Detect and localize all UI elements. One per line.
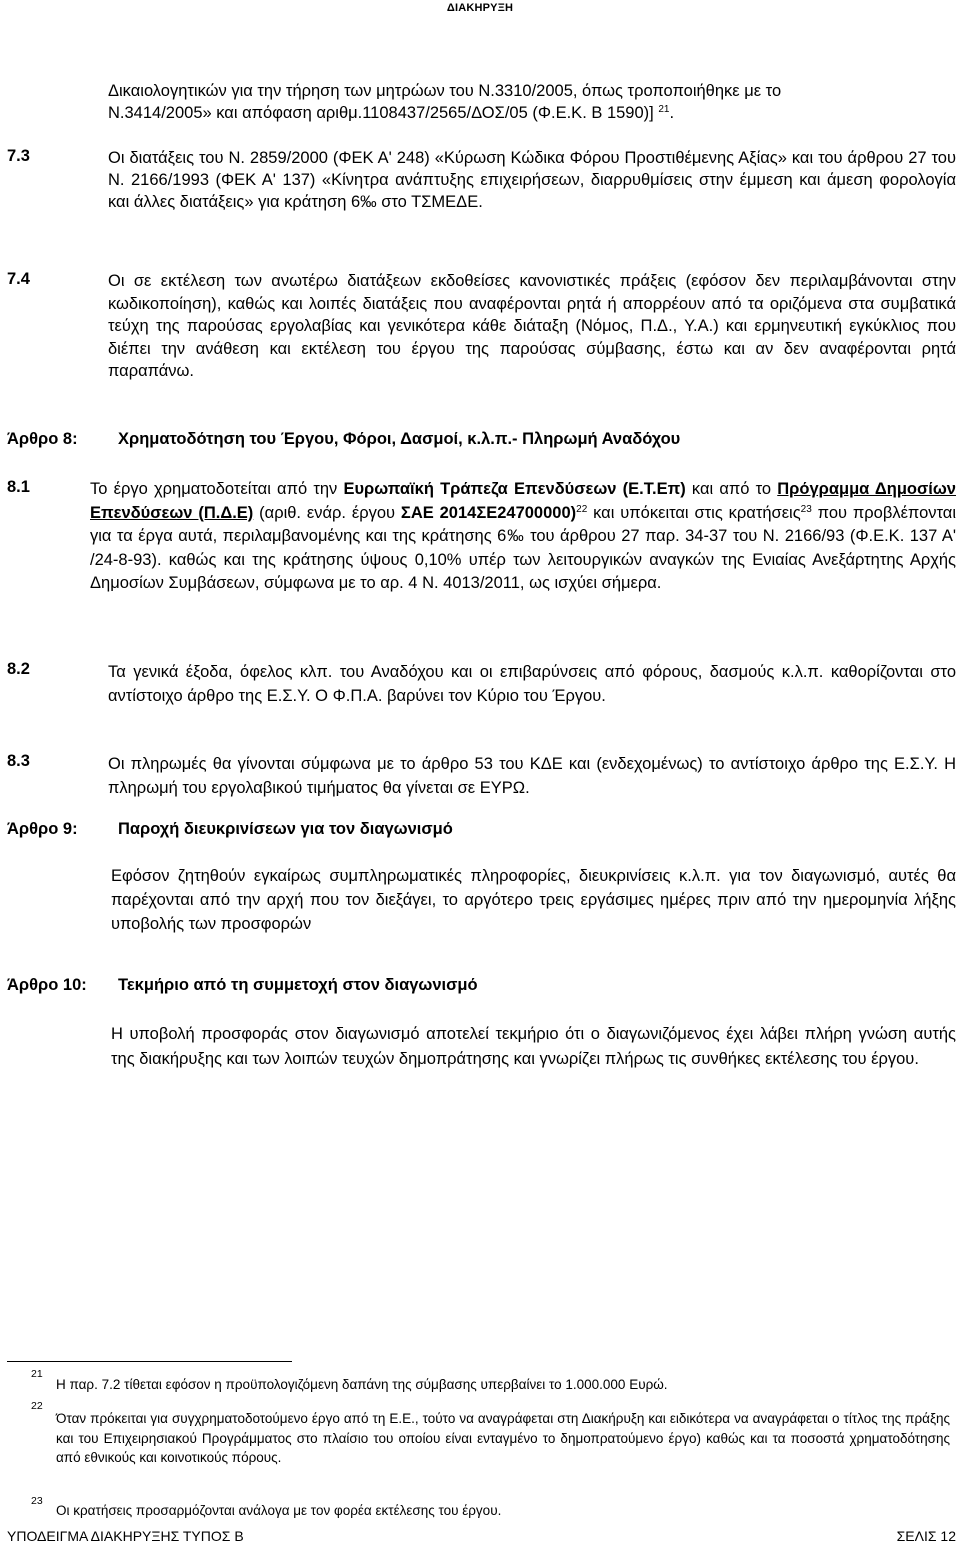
intro-line-1: Δικαιολογητικών για την τήρηση των μητρώων του Ν.3310/2005, όπως τροποποιήθηκε με το [108, 82, 782, 100]
article-8-title: Χρηματοδότηση του Έργου, Φόροι, Δασμοί, κ.λ.π.- Πληρωμή Αναδόχου [118, 430, 681, 448]
section-8-3-text: Οι πληρωμές θα γίνονται σύμφωνα με το άρθρο 53 του ΚΔΕ και (ενδεχομένως) το αντίστοιχο άρθρο της Ε.Σ.Υ. Η πληρωμή του εργολαβικού τιμήματος θα γίνεται σε ΕΥΡΩ. [108, 755, 956, 797]
footnote-21-text: Η παρ. 7.2 τίθεται εφόσον η προϋπολογιζόμενη δαπάνη της σύμβασης υπερβαίνει το 1.000.000 Ευρώ. [56, 1377, 668, 1392]
article-10-label: Άρθρο 10: [7, 976, 87, 994]
section-8-2-text: Τα γενικά έξοδα, όφελος κλπ. του Αναδόχου και οι επιβαρύνσεις από φόρους, δασμούς κ.λ.π. καθορίζονται στο αντίστοιχο άρθρο της Ε.Σ.Υ. Ο Φ.Π.Α. βαρύνει τον Κύριο του Έργου. [108, 663, 956, 705]
footer-document-type: ΥΠΟΔΕΙΓΜΑ ΔΙΑΚΗΡΥΞΗΣ ΤΥΠΟΣ Β [7, 1528, 244, 1544]
footnote-23-text: Οι κρατήσεις προσαρμόζονται ανάλογα με τον φορέα εκτέλεσης του έργου. [56, 1503, 502, 1518]
intro-line-2-end: . [669, 104, 675, 122]
sae-code: ΣΑΕ 2014ΣΕ24700000) [400, 503, 577, 522]
s81-text-4: και υπόκειται στις κρατήσεις [587, 503, 801, 522]
s81-text-5: που προβλέπονται για τα έργα αυτά, περιλαμβανομένης και της κράτησης 6‰ του άρθρου 27 παρ. 34-37 του Ν. 2166/93 (Φ.Ε.Κ. 137 Α' /24-8-93). καθώς και της κράτησης ύψους 0,10% υπέρ των λειτουργικών αναγκών της Ενιαίας Ανεξάρτητης Αρχής Δημοσίων Συμβάσεων, σύμφωνα με το αρ. 4 Ν. 4013/2011, ως ισχύει σήμερα. [90, 503, 956, 593]
pde-program: Πρόγραμμα Δημοσίων Επενδύσεων (Π.Δ.Ε) [90, 480, 956, 522]
footnote-ref-21[interactable]: 21 [658, 104, 670, 115]
s81-text-2: και από το [685, 480, 778, 498]
article-9-title: Παροχή διευκρινίσεων για τον διαγωνισμό [118, 820, 453, 838]
footnote-separator [7, 1361, 292, 1362]
footnote-21-number: 21 [31, 1368, 43, 1380]
footer-page-number: ΣΕΛΙΣ 12 [896, 1528, 956, 1544]
intro-line-2: Ν.3414/2005» και απόφαση αριθμ.1108437/2565/ΔΟΣ/05 (Φ.Ε.Κ. Β 1590)] [108, 104, 654, 122]
article-10-title: Τεκμήριο από τη συμμετοχή στον διαγωνισμό [118, 976, 478, 994]
section-8-1-text [90, 478, 956, 596]
eib-funding: Ευρωπαϊκή Τράπεζα Επενδύσεων (Ε.Τ.Επ) [343, 480, 686, 498]
footnote-ref-23[interactable]: 23 [800, 503, 812, 515]
section-7-4-number: 7.4 [7, 270, 30, 288]
section-8-2-number: 8.2 [7, 660, 30, 678]
page-header: ΔΙΑΚΗΡΥΞΗ [446, 2, 514, 14]
footnote-ref-22[interactable]: 22 [576, 503, 588, 515]
s81-text-3: (αριθ. ενάρ. έργου [253, 503, 401, 522]
article-10-text: Η υποβολή προσφοράς στον διαγωνισμό αποτελεί τεκμήριο ότι ο διαγωνιζόμενος έχει λάβει πλήρη γνώση αυτής της διακήρυξης και των λοιπών τευχών δημοπράτησης και γνωρίζει πλήρως τις συνθήκες εκτέλεσης του έργου. [111, 1025, 956, 1068]
article-8-label: Άρθρο 8: [7, 430, 78, 448]
section-7-4-text: Οι σε εκτέλεση των ανωτέρω διατάξεων εκδοθείσες κανονιστικές πράξεις (εφόσον δεν περιλαμβάνονται στην κωδικοποίηση), καθώς και λοιπές διατάξεις που αναφέρονται ρητά ή απορρέουν από τα οριζόμενα στα συμβατικά τεύχη της παρούσας εργολαβίας και γενικότερα κάθε διάταξη (Νόμος, Π.Δ., Υ.Α.) και ερμηνευτική εγκύκλιος που διέπει την ανάθεση και εκτέλεση του έργου της παρούσας σύμβασης, έστω και αν δεν αναφέρονται ρητά παραπάνω. [108, 272, 956, 381]
intro-paragraph [108, 80, 956, 124]
section-8-1-number: 8.1 [7, 478, 30, 496]
article-9-label: Άρθρο 9: [7, 820, 78, 838]
footnote-22-number: 22 [31, 1400, 43, 1412]
s81-text-1: Το έργο χρηματοδοτείται από την [90, 480, 344, 498]
footnote-22-text: Όταν πρόκειται για συγχρηματοδοτούμενο έργο από τη Ε.Ε., τούτο να αναγράφεται στη Διακήρυξη και ειδικότερα να αναγράφεται ο τίτλος της πράξης και του Επιχειρησιακού Προγράμματος στο πλαίσιο του οποίου είναι ενταγμένο το δημοπρατούμενο έργο) καθώς και τα ποσοστά χρηματοδότησης από εθνικούς και κοινοτικούς πόρους. [56, 1411, 950, 1465]
section-8-3-number: 8.3 [7, 752, 30, 770]
article-9-text: Εφόσον ζητηθούν εγκαίρως συμπληρωματικές πληροφορίες, διευκρινίσεις κ.λ.π. για τον διαγωνισμό, αυτές θα παρέχονται από την αρχή που τον διεξάγει, το αργότερο τρεις εργάσιμες ημέρες πριν από την ημερομηνία λήξης υποβολής των προσφορών [111, 867, 956, 934]
section-7-3-text: Οι διατάξεις του Ν. 2859/2000 (ΦΕΚ Α' 248) «Κύρωση Κώδικα Φόρου Προστιθέμενης Αξίας» και του άρθρου 27 του Ν. 2166/1993 (ΦΕΚ Α' 137) «Κίνητρα ανάπτυξης επιχειρήσεων, διαρρυθμίσεις στην έμμεση και άμεση φορολογία και άλλες διατάξεις» για κράτηση 6‰ στο ΤΣΜΕΔΕ. [108, 149, 956, 211]
footnote-23-number: 23 [31, 1495, 43, 1507]
section-7-3-number: 7.3 [7, 147, 30, 165]
